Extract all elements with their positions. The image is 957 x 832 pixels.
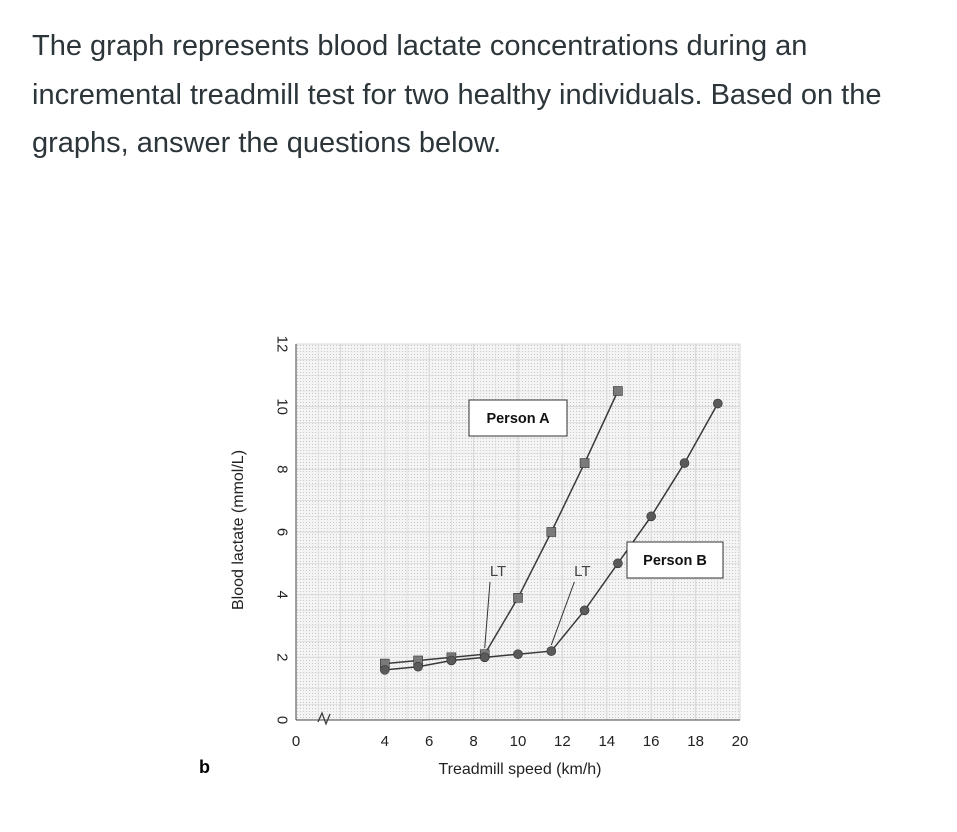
data-point — [414, 662, 423, 671]
x-tick-label: 12 — [554, 733, 571, 750]
data-point — [480, 653, 489, 662]
y-tick-label: 2 — [273, 653, 291, 662]
data-point — [447, 656, 456, 665]
data-point — [547, 528, 556, 537]
data-point — [380, 665, 389, 674]
legend-label: Person B — [643, 553, 707, 569]
legend-label: Person A — [486, 411, 550, 427]
lt-label: LT — [489, 562, 507, 580]
y-tick-label: 12 — [273, 335, 291, 353]
data-point — [613, 387, 622, 396]
y-tick-label: 8 — [273, 465, 291, 474]
data-point — [514, 593, 523, 602]
x-tick-label: 14 — [598, 733, 616, 750]
data-point — [580, 459, 589, 468]
data-point — [547, 647, 556, 656]
data-point — [713, 399, 722, 408]
data-point — [580, 606, 589, 615]
legend-person-a — [469, 400, 567, 436]
x-axis-label: Treadmill speed (km/h) — [438, 761, 602, 778]
x-tick-label: 8 — [469, 733, 478, 750]
x-tick-label: 20 — [731, 733, 749, 750]
y-tick-label: 0 — [273, 715, 291, 725]
x-tick-label: 18 — [687, 733, 704, 750]
x-tick-label: 0 — [291, 733, 301, 750]
x-tick-label: 16 — [642, 733, 660, 750]
y-tick-label: 6 — [273, 527, 291, 537]
x-tick-label: 6 — [425, 733, 434, 750]
data-point — [514, 650, 523, 659]
lt-label: LT — [574, 562, 591, 580]
y-axis-label: Blood lactate (mmol/L) — [230, 449, 247, 611]
data-point — [680, 459, 689, 468]
x-tick-label: 4 — [380, 733, 389, 750]
x-tick-label: 10 — [509, 733, 527, 750]
y-tick-label: 10 — [273, 398, 291, 416]
data-point — [647, 512, 656, 521]
data-point — [613, 559, 622, 568]
intro-text: The graph represents blood lactate concentrations during an incremental treadmill test for two healthy individuals. Based on the graphs, answer the questions below. — [32, 30, 882, 159]
legend-person-b — [627, 542, 723, 578]
y-tick-label: 4 — [273, 590, 291, 599]
panel-letter: b — [199, 757, 210, 777]
